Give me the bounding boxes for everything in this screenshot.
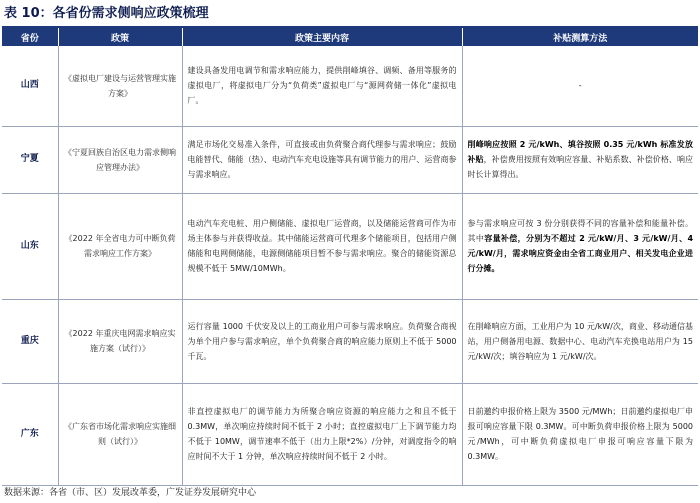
- subsidy-text: 参与需求响应可按 3 份分别获得不同的容量补偿和能量补偿。其中: [467, 219, 693, 243]
- table-row: [2, 299, 698, 383]
- policy-cell: 《虚拟电厂建设与运营管理实施方案》: [58, 46, 182, 126]
- policy-cell: 《广东省市场化需求响应实施细则（试行）》: [58, 383, 182, 485]
- subsidy-cell: [462, 126, 698, 193]
- table-row: [2, 383, 698, 485]
- policy-cell: 《2022 年全省电力可中断负荷需求响应工作方案》: [58, 193, 182, 299]
- table-row: [2, 46, 698, 126]
- province-cell: 宁夏: [2, 126, 58, 193]
- content-cell: 非直控虚拟电厂的调节能力为所聚合响应资源的响应能力之和且不低于 0.3MW，单次响应持续时间不低于 2 小时；直控虚拟电厂上下调节能力均不低于 10MW，调节速率不低于（出力上限*2%）/分钟，对调度指令的响应时间不大于 1 分钟，单次响应持续时间不低于 2 小时。: [182, 383, 462, 485]
- content-cell: 满足市场化交易准入条件，可直接或由负荷聚合商代理参与需求响应；鼓励电能替代、储能（热）、电动汽车充电设施等具有调节能力的用户、运营商参与需求响应。: [182, 126, 462, 193]
- table-row: [2, 193, 698, 299]
- subsidy-highlight: 容量补偿，分别为不超过 2 元/kW/月、3 元/kW/月、4 元/kW/月，需求响应资金由全省工商业用户、相关发电企业进行分摊。: [467, 234, 694, 273]
- province-cell: 山西: [2, 46, 58, 126]
- content-cell: 运行容量 1000 千伏安及以上的工商业用户可参与需求响应。负荷聚合商视为单个用户参与需求响应，单个负荷聚合商的响应能力原则上不低于 5000 千瓦。: [182, 299, 462, 383]
- header-subsidy: 补贴测算方法: [462, 28, 698, 46]
- subsidy-highlight: 削峰响应按照 2 元/kWh、填谷按照 0.35 元/kWh 标准发放补贴: [467, 140, 693, 164]
- content-cell: 建设具备发用电调节和需求响应能力，提供削峰填谷、调频、备用等服务的虚拟电厂，将虚拟电厂分为“负荷类”虚拟电厂与“源网荷储一体化”虚拟电厂。: [182, 46, 462, 126]
- table-header-row: [2, 28, 698, 46]
- subsidy-cell: [462, 193, 698, 299]
- subsidy-cell: -: [462, 46, 698, 126]
- policy-table: [2, 28, 698, 486]
- province-cell: 山东: [2, 193, 58, 299]
- table-title: 表 10：各省份需求侧响应政策梳理: [4, 6, 209, 21]
- header-province: 省份: [2, 28, 58, 46]
- header-policy: 政策: [58, 28, 182, 46]
- policy-cell: 《2022 年重庆电网需求响应实施方案（试行）》: [58, 299, 182, 383]
- subsidy-text: ，补偿费用按照有效响应容量、补贴系数、补偿价格、响应时长计算得出。: [467, 155, 694, 179]
- subsidy-cell: 日前邀约申报价格上限为 3500 元/MWh；日前邀约虚拟电厂申报可响应容量下限 0.3MW。可中断负荷申报价格上限为 5000 元/MWh，可中断负荷虚拟电厂申报可响应容量下限为 0.3MW。: [462, 383, 698, 485]
- content-cell: 电动汽车充电桩、用户侧储能、虚拟电厂运营商，以及储能运营商可作为市场主体参与并获得收益。其中储能运营商可代理多个储能项目，包括用户侧储能和电网侧储能，电源侧储能项目暂不参与需求响应。聚合的储能资源总规模不低于 5MW/10MWh。: [182, 193, 462, 299]
- province-cell: 重庆: [2, 299, 58, 383]
- data-source-note: 数据来源：各省（市、区）发展改革委，广发证券发展研究中心: [4, 488, 257, 498]
- policy-cell: 《宁夏回族自治区电力需求侧响应管理办法》: [58, 126, 182, 193]
- header-content: 政策主要内容: [182, 28, 462, 46]
- subsidy-cell: 在削峰响应方面，工业用户为 10 元/kW/次，商业、移动通信基站，用户侧备用电源、数据中心、电动汽车充换电站用户为 15 元/kW/次；填谷响应为 1 元/kW/次。: [462, 299, 698, 383]
- table-row: [2, 126, 698, 193]
- province-cell: 广东: [2, 383, 58, 485]
